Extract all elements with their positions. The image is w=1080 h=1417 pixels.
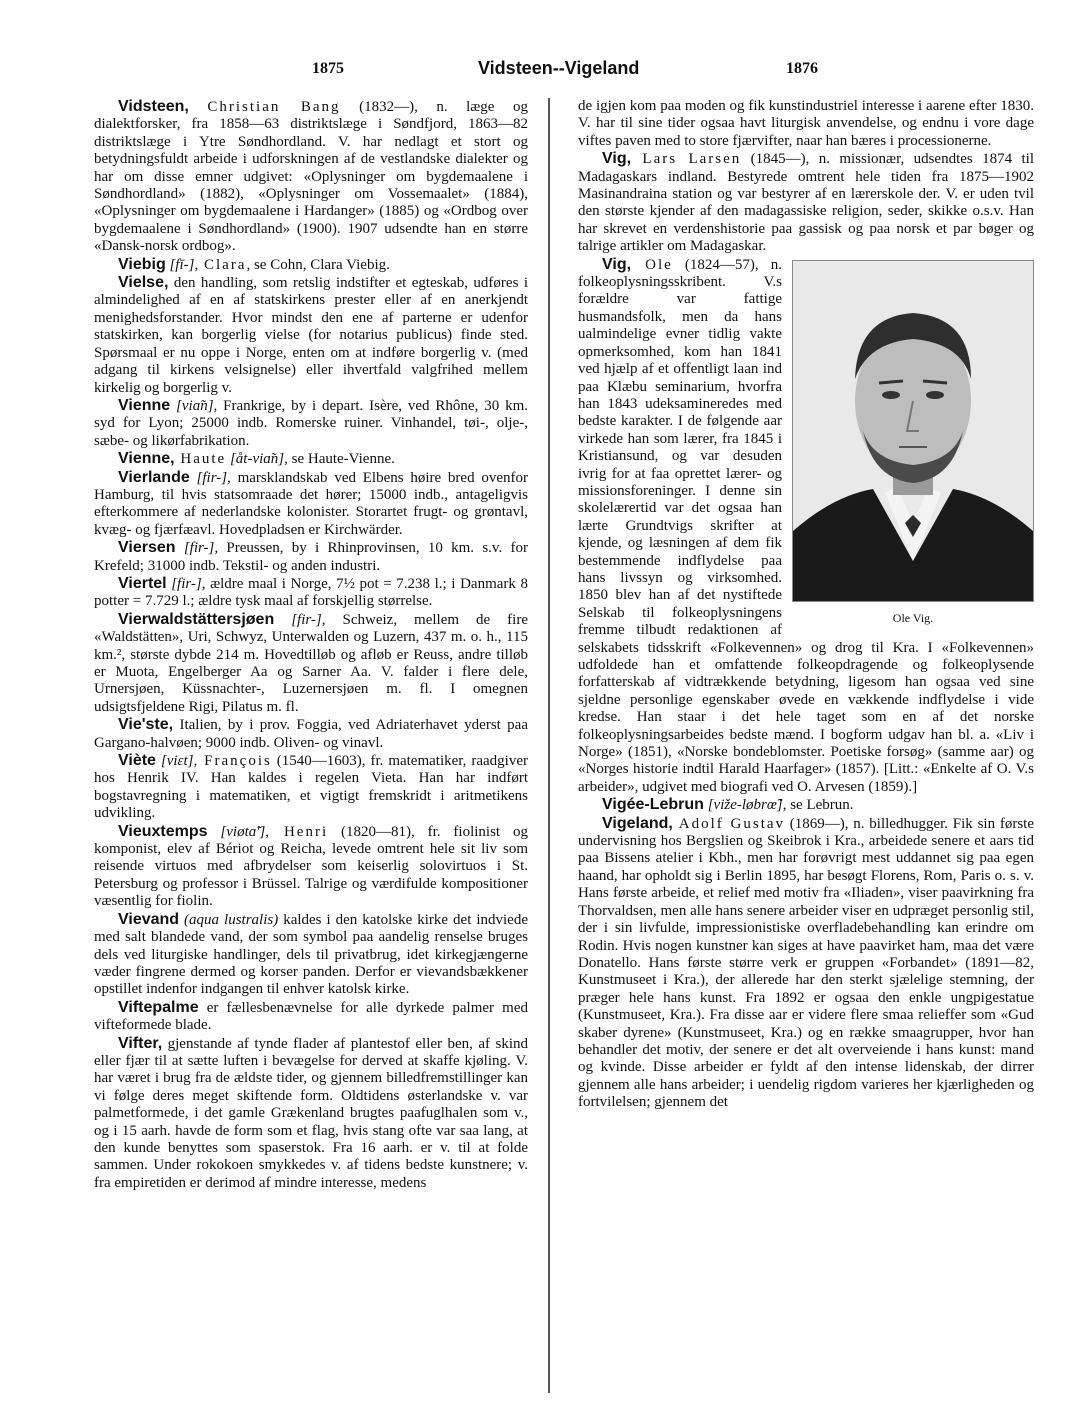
entry-vigee-lebrun: Vigée-Lebrun [viže-løbrœ̃], se Lebrun. [602, 796, 854, 814]
column-divider [548, 98, 550, 1393]
entry-vifter: Vifter, gjenstande af tynde flader af plantestof eller ben, af skind eller fjær til at sætte luften i bevægelse for derved at skaffe kjøling. V. har været i brug fra de ældste tider, og gjennem billedfremstillinger kan vi følge deres meget skiftende form. Oldtidens østerlandske v. var palmetformede, i det gamle Grækenland brugtes paafuglhalen som v., og i 15 aarh. havde de form som et flag, hvis stang ofte var saa lang, at den kunde benyttes som spaserstok. Fra 16 aarh. er v. til at folde sammen. Under rokokoen smykkedes v. af tidens bedste kunstnere; v. fra empiretiden er derimod af mindre interesse, medens [94, 1034, 528, 1191]
portrait-ole-vig [792, 260, 1034, 602]
entry-viebig: Viebig [fī-], Clara, se Cohn, Clara Viebig. [118, 255, 390, 273]
entry-viersen: Viersen [fir-], Preussen, by i Rhinprovinsen, 10 km. s.v. for Krefeld; 31000 indb. Tekstil- og anden industri. [94, 539, 528, 574]
entry-vierlande: Vierlande [fir-], marsklandskab ved Elbens høire bred ovenfor Hamburg, til hvis statsomraade det hører; 15000 indb., antageligvis efterkommere af nederlandske kolonister. Storartet frugt- og grøntavl, kvæg- og fjærfæavl. Hovedpladsen er Kirchwärder. [94, 468, 528, 538]
entry-vienne-haute: Vienne, Haute [åt-viɑ̃n], se Haute-Vienne. [118, 450, 395, 468]
entry-vieuxtemps: Vieuxtemps [viøtɑ̃'], Henri (1820—81), fr. fiolinist og komponist, elev af Bériot og Reicha, levede omtrent hele sit liv som reisende virtuos med afbrydelser som keiserlig solovirtuos i St. Petersburg og professor i Brüssel. Talrige og værdifulde kompositioner væsentlig for fiolin. [94, 822, 528, 910]
portrait-figure [792, 260, 1034, 628]
page-number-right: 1876 [786, 60, 818, 77]
entry-vieste: Vie'ste, Italien, by i prov. Foggia, ved Adriaterhavet yderst paa Gargano-halvøen; 9000 indb. Oliven- og vinavl. [94, 716, 528, 751]
entry-vidsteen: Vidsteen, Christian Bang (1832—), n. læge og dialektforsker, fra 1858—63 distriktslæge i Søndfjord, 1863—82 distriktslæge i Ytre Søndhordland. V. har nedlagt et stort og betydningsfuldt arbeide i udforskningen af de vestlandske dialekter og har om disse emner udgivet: «Oplysninger om bygdemaalene i Søndhordland» (1882), «Oplysninger om Vossemaalet» (1884), «Oplysninger om bygdemaalene i Hardanger» (1885) og «Ordbog over bygdemaalene i Søndhordland» (1900). 1907 udsendte han en større «Dansk-norsk ordbog». [94, 98, 528, 255]
entry-vierwaldstaettersjoen: Vierwaldstättersjøen [fir-], Schweiz, mellem de fire «Waldstätten», Uri, Schwyz, Unterwalden og Luzern, 437 m. o. h., 115 km.², største dybde 214 m. Hovedtilløb og afløb er Reuss, andre tilløb er Muota, Engelberger Aa og Sarner Aa. V. falder i flere dele, Urnersjøen, Küssnachter-, Luzernersjøen m. fl. I omegnen udsigtsfjeldene Rigi, Pilatus m. fl. [94, 610, 529, 715]
entry-vig-lars: Vig, Lars Larsen (1845—), n. missionær, udsendtes 1874 til Madagaskars indland. Bestyrede omtrent hele tiden fra 1875—1902 Masinandraina station og var bestyrer af en lærerskole der. V. er uden tvil den største kjender af den madagassiske religion, seder, skikke o.s.v. Han har skrevet en verdenshistorie paa gassisk og paa norsk et par bøger og talrige artikler om Madagaskar. [578, 150, 1034, 255]
right-column [578, 98, 1034, 1112]
entry-vienne: Vienne [viɑ̃n], Frankrige, by i depart. Isère, ved Rhône, 30 km. syd for Lyon; 25000 indb. Romerske ruiner. Vinhandel, tøi-, olje-, sæbe- og likørfabrikation. [94, 396, 528, 449]
entry-viertel: Viertel [fir-], ældre maal i Norge, 7½ pot = 7.238 l.; i Danmark 8 potter = 7.729 l.; ældre tysk maal af forskjellig størrelse. [94, 574, 528, 610]
page-header [0, 60, 1080, 84]
entry-viete: Viète [viɛt], François (1540—1603), fr. matematiker, raadgiver hos Henrik IV. Han kaldes i regelen Vieta. Han har indført bogstavregning i matematiken, et vigtigt fremskridt i aritmetikens udvikling. [94, 752, 529, 822]
entry-viftepalme: Viftepalme er fællesbenævnelse for alle dyrkede palmer med vifteformede blade. [94, 998, 528, 1034]
page-number-left: 1875 [312, 60, 344, 77]
portrait-image [793, 261, 1033, 601]
left-column [94, 98, 528, 1192]
portrait-caption: Ole Vig. [892, 610, 934, 625]
entry-vifter-continued: de igjen kom paa moden og fik kunstindustriel interesse i aarene efter 1830. V. har til sine tider ogsaa havt liturgisk anvendelse, og endnu i vore dage viftes paven med to store fjærvifter, naar han bæres i processionerne. [578, 98, 1034, 149]
entry-vig-ole: Vig, Ole Ole Vig. (1824—57), n. folkeoplysningsskribent. V.s forældre var fattige husmandsfolk, men da hans ualmindelige evner tidlig vakte opmerksomhed, kom han 1841 ved hjælp af et offentligt laan ind paa Klæbu seminarium, hvorfra han 1843 udeksamineredes med bedste karakter. I de følgende aar virkede han som lærer, fra 1845 i Kristiansund, og var desuden ivrig for at faa oprettet lærer- og missionsforeninger. I denne sin skolelærertid var det ogsaa han lærte Grundtvigs skrifter at kjende, og læsningen af dem fik bestemmende indflydelse paa hans livssyn og virksomhed. 1850 blev han af det nystiftede Selskab til folkeoplysningens fremme tilbudt redaktionen af selskabets tidsskrift «Folkevennen» og drog til Kra. I «Folkevennen» udfoldede han et omfattende folkeopdragende og folkeoplysende forfatterskab af vidtrækkende betydning, ligesom han ogsaa ved sine sjeldne personlige egenskaber øvede en vækkende indflydelse i vide kredse. Han staar i det hele taget som en af det norske folkeoplysningsarbeides bedste mænd. I bogform udgav han bl. a. «Liv i Norge» (1851), «Norske bondeblomster. Poetiske forsøg» (samme aar) og «Norges historie indtil Harald Haarfager» (1857). [Litt.: «Enkelte af O. V.s arbeider», udgivet med biografi ved O. Arvesen (1859).] [578, 255, 1034, 795]
entry-vievand: Vievand (aqua lustralis) kaldes i den katolske kirke det indviede med salt blandede vand, der som symbol paa aandelig renselse bruges dels ved liturgiske handlinger, dels til privatbrug, idet kirkegjængerne væder fingrene dermed og korser panden. Derfor er vievandsbækkener opstillet indenfor indgangen til enhver katolsk kirke. [94, 910, 528, 998]
entry-vielse: Vielse, den handling, som retslig indstifter et egteskab, udføres i almindelighed af en af statskirkens prester eller af en anerkjendt menighedsforstander. Hvor mindst den ene af parterne er udenfor statskirken, kan borgerlig vielse (for notarius publicus) finde sted. Spørsmaal er nu oppe i Norge, enten om at indføre borgerlig v. (med adgang til kirkens velsignelse) eller ihvertfald valgfrihed mellem kirkelig og borgerlig v. [94, 274, 528, 396]
entry-vigeland: Vigeland, Adolf Gustav (1869—), n. billedhugger. Fik sin første undervisning hos Bergslien og Skeibrok i Kra., arbeidede senere et aars tid paa Bissens atelier i Kbh., men har forøvrigt mest uddannet sig paa egen haand, har opholdt sig i Berlin 1895, har besøgt Florens, Rom, Paris o. s. v. Hans første arbeide, et relief med motiv fra «Iliaden», viser paavirkning fra Thorvaldsen, men alle hans senere arbeider viser en udpræget personlig stil, der i sin livfulde, impressionistiske overfladebehandling kan erindre om Rodin. Hvis nogen kunstner kan siges at have paavirket ham, maa det være Donatello. Hans første større verk er gruppen «Forbandet» (1891—82, Kunstmuseet i Kra.), der allerede har den sterkt sjælelige stemning, der præger hele hans kunst. Fra 1892 er ogsaa den enkle ungpigestatue (Kunstmuseet, Kra.). Fra disse aar er videre flere smaa relieffer som «Gud skaber dyrene» (Kunstmuseet, Kra.) og en række smaagrupper, hvor han behandler det motiv, der senere er det alt overveiende i hans kunst: mand og kvinde. Disse arbeider er fyldt af den intense lidenskab, der dirrer gjennem alle hans arbeider; i uendelig rigdom varieres her kjærligheden og fortvilelsen; gjennem det [578, 814, 1034, 1111]
running-title: Vidsteen--Vigeland [478, 58, 640, 78]
